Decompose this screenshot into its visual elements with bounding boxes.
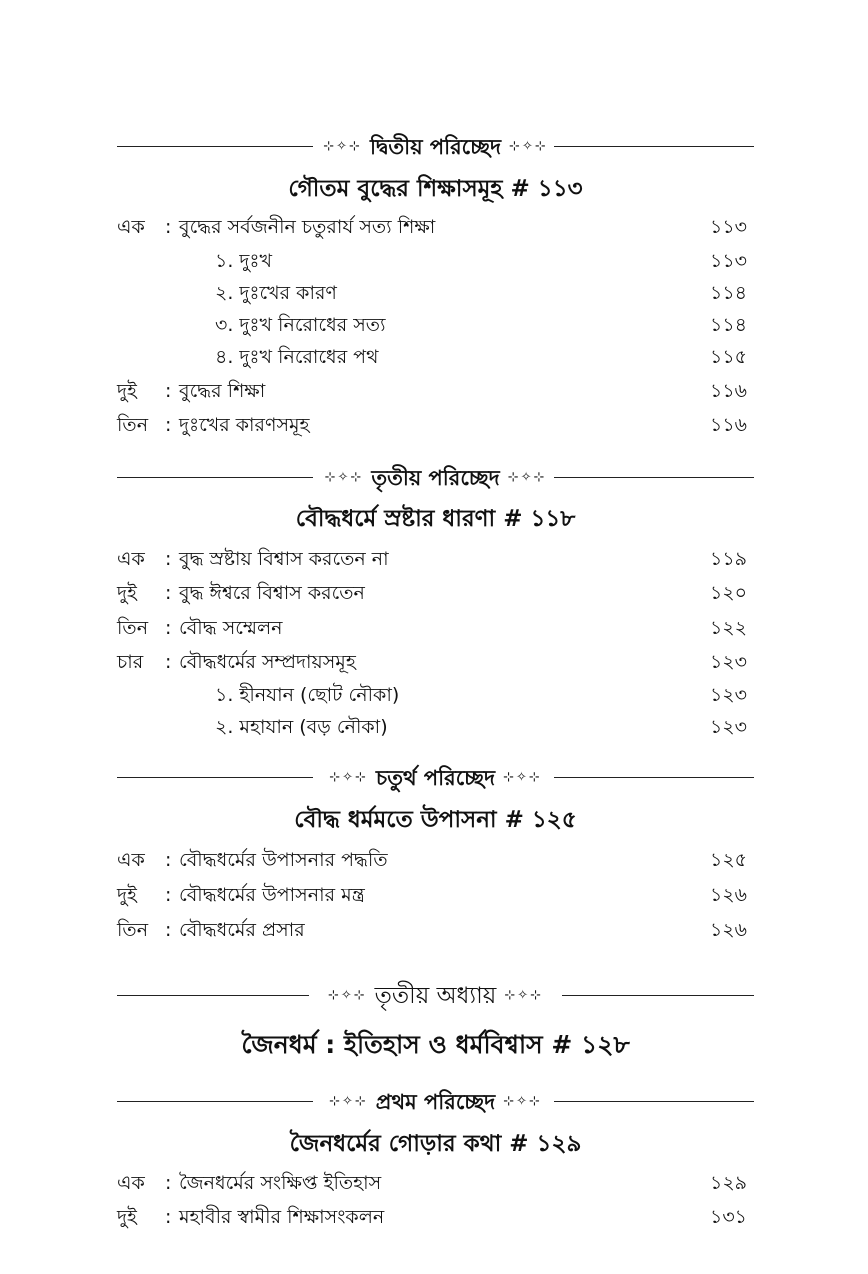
page-number: ১২৬ <box>709 919 747 941</box>
toc-entry[interactable]: দুই : মহাবীর স্বামীর শিক্ষাসংকলন ১৩১ <box>117 1202 747 1232</box>
section-heading: বৌদ্ধ ধর্মমতে উপাসনা # ১২৫ <box>294 807 577 833</box>
section-divider <box>117 462 754 492</box>
section-heading: জৈনধর্মের গোড়ার কথা # ১২৯ <box>289 1131 582 1157</box>
ornament-icon: ⊹✧⊹ <box>500 981 547 1011</box>
page-number: ১২০ <box>709 582 747 604</box>
page-number: ১১৬ <box>709 380 747 402</box>
toc-entry[interactable]: এক : বুদ্ধের সর্বজনীন চতুরার্য সত্য শিক্ষা ১১৩ <box>117 212 747 242</box>
ornament-icon: ⊹✧⊹ <box>319 132 366 162</box>
toc-entry[interactable]: এক : বৌদ্ধধর্মের উপাসনার পদ্ধতি ১২৫ <box>117 845 747 875</box>
page-number: ১৩১ <box>709 1206 747 1228</box>
toc-entry[interactable]: চার : বৌদ্ধধর্মের সম্প্রদায়সমূহ ১২৩ <box>117 647 747 677</box>
page-number: ১১৪ <box>710 314 747 336</box>
chapter-heading: জৈনধর্ম : ইতিহাস ও ধর্মবিশ্বাস # ১২৮ <box>241 1030 630 1059</box>
divider-title: প্রথম পরিচ্ছেদ <box>372 1087 499 1117</box>
toc-entry[interactable]: এক : বুদ্ধ স্রষ্টায় বিশ্বাস করতেন না ১১৯ <box>117 544 747 574</box>
page-number: ১১৯ <box>710 548 747 570</box>
toc-entry[interactable]: এক : জৈনধর্মের সংক্ষিপ্ত ইতিহাস ১২৯ <box>117 1168 747 1198</box>
toc-subentry[interactable]: ২. মহাযান (বড় নৌকা) ১২৩ <box>117 712 747 742</box>
toc-subentry[interactable]: ২. দুঃখের কারণ ১১৪ <box>117 278 747 308</box>
section-divider <box>117 1086 754 1116</box>
section-divider <box>117 762 754 792</box>
ornament-icon: ⊹✧⊹ <box>505 132 552 162</box>
toc-subentry[interactable]: ১. হীনযান (ছোট নৌকা) ১২৩ <box>117 680 747 710</box>
page-number: ১২৩ <box>709 684 747 706</box>
page-number: ১১৬ <box>709 414 747 436</box>
page-number: ১১৩ <box>709 250 747 272</box>
page-number: ১১৪ <box>710 282 747 304</box>
toc-entry[interactable]: দুই : বুদ্ধ ঈশ্বরে বিশ্বাস করতেন ১২০ <box>117 578 747 608</box>
toc-entry[interactable]: দুই : বৌদ্ধধর্মের উপাসনার মন্ত্র ১২৬ <box>117 880 747 910</box>
ornament-icon: ⊹✧⊹ <box>324 981 371 1011</box>
page-number: ১২৩ <box>709 716 747 738</box>
toc-subentry[interactable]: ৩. দুঃখ নিরোধের সত্য ১১৪ <box>117 310 747 340</box>
ornament-icon: ⊹✧⊹ <box>321 463 368 493</box>
section-heading: গৌতম বুদ্ধের শিক্ষাসমূহ # ১১৩ <box>288 176 583 202</box>
ornament-icon: ⊹✧⊹ <box>325 1087 372 1117</box>
toc-entry[interactable]: তিন : বৌদ্ধ সম্মেলন ১২২ <box>117 613 747 643</box>
ornament-icon: ⊹✧⊹ <box>504 463 551 493</box>
page-number: ১২৩ <box>709 651 747 673</box>
toc-entry[interactable]: তিন : দুঃখের কারণসমূহ ১১৬ <box>117 410 747 440</box>
ornament-icon: ⊹✧⊹ <box>499 763 546 793</box>
page-number: ১২২ <box>709 617 747 639</box>
toc-entry[interactable]: তিন : বৌদ্ধধর্মের প্রসার ১২৬ <box>117 915 747 945</box>
chapter-title: তৃতীয় অধ্যায় <box>371 981 501 1011</box>
divider-title: দ্বিতীয় পরিচ্ছেদ <box>366 132 505 162</box>
divider-title: তৃতীয় পরিচ্ছেদ <box>367 463 503 493</box>
ornament-icon: ⊹✧⊹ <box>499 1087 546 1117</box>
ornament-icon: ⊹✧⊹ <box>325 763 372 793</box>
section-heading: বৌদ্ধধর্মে স্রষ্টার ধারণা # ১১৮ <box>295 506 576 532</box>
page-number: ১২৯ <box>709 1172 747 1194</box>
toc-entry[interactable]: দুই : বুদ্ধের শিক্ষা ১১৬ <box>117 376 747 406</box>
page-number: ১২৫ <box>709 849 747 871</box>
page-number: ১২৬ <box>709 884 747 906</box>
page-number: ১১৩ <box>709 216 747 238</box>
toc-subentry[interactable]: ১. দুঃখ ১১৩ <box>117 246 747 276</box>
page-number: ১১৫ <box>710 346 747 368</box>
chapter-divider <box>117 980 754 1010</box>
toc-subentry[interactable]: ৪. দুঃখ নিরোধের পথ ১১৫ <box>117 342 747 372</box>
section-divider <box>117 131 754 161</box>
divider-title: চতুর্থ পরিচ্ছেদ <box>372 763 499 793</box>
